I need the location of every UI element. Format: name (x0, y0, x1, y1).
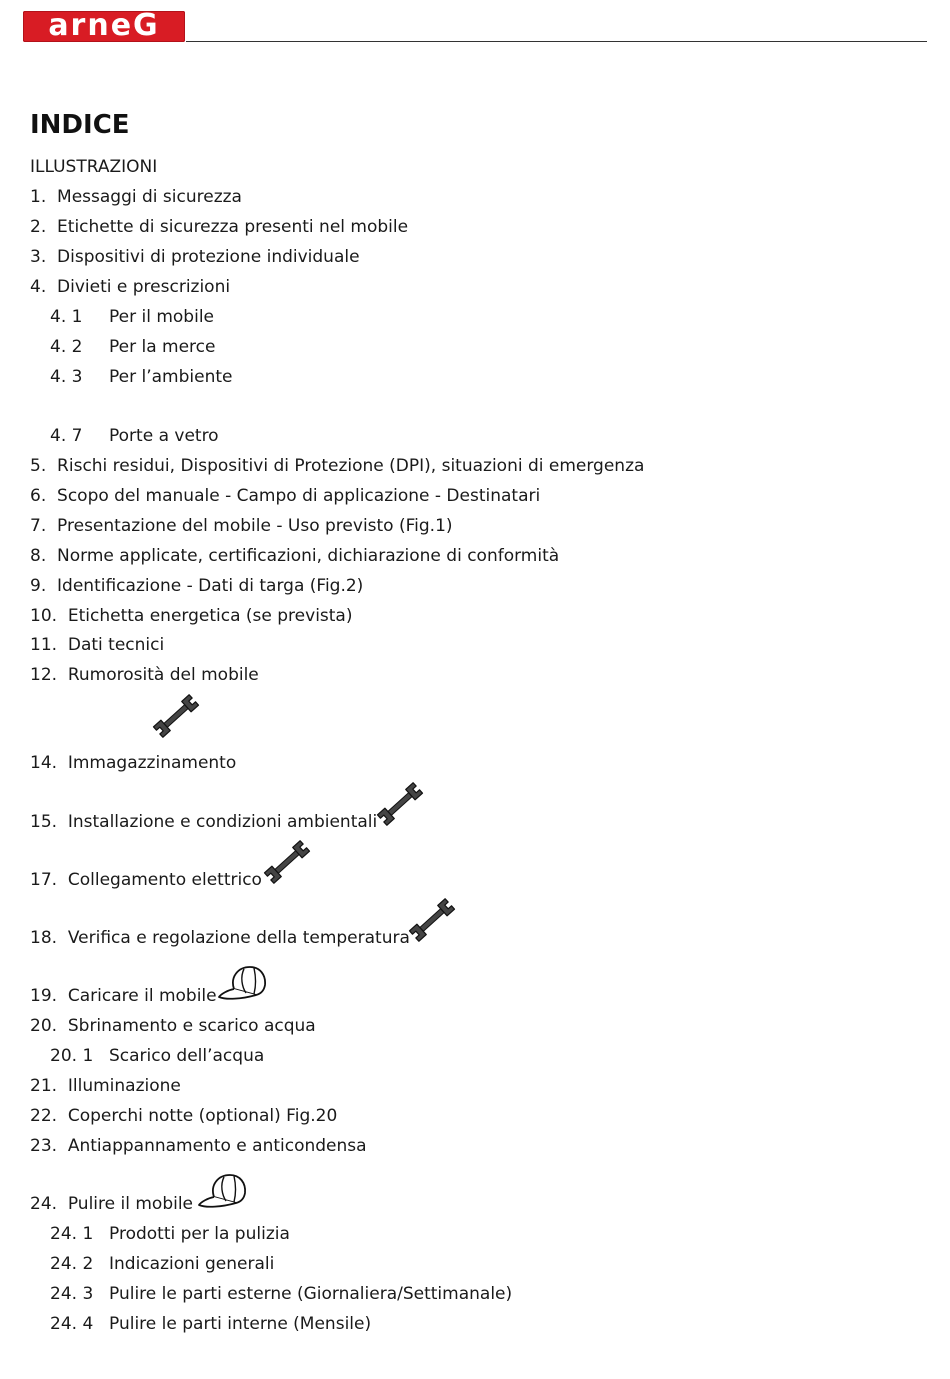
toc-entry (30, 927, 410, 949)
toc-text: Prodotti per la pulizia (109, 1224, 290, 1244)
toc-number: 6. (30, 486, 47, 506)
toc-subentry (50, 336, 215, 358)
toc-number: 4. 2 (50, 337, 83, 357)
toc-number: 5. (30, 456, 47, 476)
toc-entry (30, 605, 353, 627)
toc-number: 24. 1 (50, 1224, 94, 1244)
toc-number: 9. (30, 576, 47, 596)
toc-number: 24. (30, 1194, 58, 1214)
toc-entry (30, 186, 242, 208)
logo-text: arneG (48, 8, 160, 43)
toc-number: 23. (30, 1136, 58, 1156)
toc-number: 4. 3 (50, 367, 83, 387)
toc-number: 10. (30, 606, 58, 626)
toc-number: 15. (30, 812, 58, 832)
toc-number: 4. 7 (50, 426, 83, 446)
toc-entry (30, 246, 360, 268)
toc-number: 14. (30, 753, 58, 773)
toc-number: 19. (30, 986, 58, 1006)
toc-entry (30, 985, 217, 1007)
toc-subentry (50, 1283, 512, 1305)
toc-entry (30, 455, 644, 477)
toc-entry (30, 1193, 193, 1215)
toc-number: 7. (30, 516, 47, 536)
toc-text: Identificazione - Dati di targa (Fig.2) (57, 576, 364, 596)
toc-number: 12. (30, 665, 58, 685)
toc-text: Rischi residui, Dispositivi di Protezione (DPI), situazioni di emergenza (57, 456, 645, 476)
toc-number: 24. 4 (50, 1314, 94, 1334)
toc-entry (30, 869, 262, 891)
toc-subentry (50, 366, 232, 388)
wrench-icon (374, 780, 426, 828)
toc-number: 20. (30, 1016, 58, 1036)
toc-number: 21. (30, 1076, 58, 1096)
toc-text: Installazione e condizioni ambientali (67, 812, 378, 832)
toc-text: Per la merce (109, 337, 216, 357)
toc-illustrations: ILLUSTRAZIONI (30, 157, 158, 177)
toc-entry (30, 575, 363, 597)
toc-text: Immagazzinamento (67, 753, 237, 773)
header-divider (186, 41, 927, 42)
toc-text: Verifica e regolazione della temperatura (67, 928, 410, 948)
toc-text: Dispositivi di protezione individuale (57, 247, 360, 267)
toc-subentry (50, 425, 219, 447)
toc-entry (30, 545, 559, 567)
toc-entry (30, 1105, 337, 1127)
toc-text: Collegamento elettrico (67, 870, 262, 890)
toc-entry (30, 752, 236, 774)
toc-number: 1. (30, 187, 47, 207)
arneg-logo (23, 8, 185, 43)
toc-number: 24. 2 (50, 1254, 94, 1274)
toc-entry (30, 811, 377, 833)
toc-number: 20. 1 (50, 1046, 94, 1066)
toc-text: Scopo del manuale - Campo di applicazione - Destinatari (57, 486, 541, 506)
toc-entry (30, 216, 408, 238)
toc-entry (30, 515, 453, 537)
toc-number: 2. (30, 217, 47, 237)
toc-subentry (50, 1045, 264, 1067)
toc-text: Sbrinamento e scarico acqua (67, 1016, 316, 1036)
toc-subentry (50, 1253, 274, 1275)
toc-entry (30, 1075, 181, 1097)
toc-text: Indicazioni generali (109, 1254, 275, 1274)
toc-text: Per l’ambiente (109, 367, 233, 387)
toc-number: 17. (30, 870, 58, 890)
toc-number: 18. (30, 928, 58, 948)
toc-text: Divieti e prescrizioni (57, 277, 231, 297)
wrench-icon (261, 838, 313, 886)
wrench-icon (150, 692, 202, 740)
toc-text: Antiappannamento e anticondensa (67, 1136, 367, 1156)
toc-number: 22. (30, 1106, 58, 1126)
toc-entry (30, 485, 540, 507)
toc-subentry (50, 1223, 290, 1245)
toc-text: Pulire il mobile (67, 1194, 194, 1214)
toc-text: Pulire le parti esterne (Giornaliera/Settimanale) (109, 1284, 513, 1304)
cap-icon (216, 963, 268, 1005)
toc-entry (30, 1135, 367, 1157)
toc-entry (30, 1015, 316, 1037)
toc-text: Per il mobile (109, 307, 215, 327)
toc-number: 11. (30, 635, 58, 655)
toc-text: Coperchi notte (optional) Fig.20 (67, 1106, 338, 1126)
toc-text: Messaggi di sicurezza (57, 187, 242, 207)
toc-subentry (50, 1313, 371, 1335)
toc-number: 8. (30, 546, 47, 566)
toc-text: Etichetta energetica (se prevista) (67, 606, 353, 626)
toc-text: Caricare il mobile (67, 986, 217, 1006)
toc-number: 4. (30, 277, 47, 297)
page-header (0, 0, 950, 50)
toc-subentry (50, 306, 214, 328)
toc-text: Norme applicate, certificazioni, dichiarazione di conformità (57, 546, 560, 566)
toc-text: Illuminazione (67, 1076, 181, 1096)
toc-text: Etichette di sicurezza presenti nel mobile (57, 217, 409, 237)
wrench-icon (406, 896, 458, 944)
toc-number: 24. 3 (50, 1284, 94, 1304)
toc-text: Rumorosità del mobile (67, 665, 259, 685)
toc-entry (30, 276, 230, 298)
page-title: INDICE (30, 110, 130, 140)
toc-entry (30, 664, 259, 686)
toc-text: Presentazione del mobile - Uso previsto (Fig.1) (57, 516, 453, 536)
cap-icon (196, 1171, 248, 1213)
toc-entry (30, 634, 164, 656)
toc-number: 4. 1 (50, 307, 83, 327)
toc-text: Pulire le parti interne (Mensile) (109, 1314, 372, 1334)
toc-number: 3. (30, 247, 47, 267)
toc-text: Dati tecnici (67, 635, 165, 655)
toc-text: Porte a vetro (109, 426, 219, 446)
toc-text: Scarico dell’acqua (109, 1046, 265, 1066)
